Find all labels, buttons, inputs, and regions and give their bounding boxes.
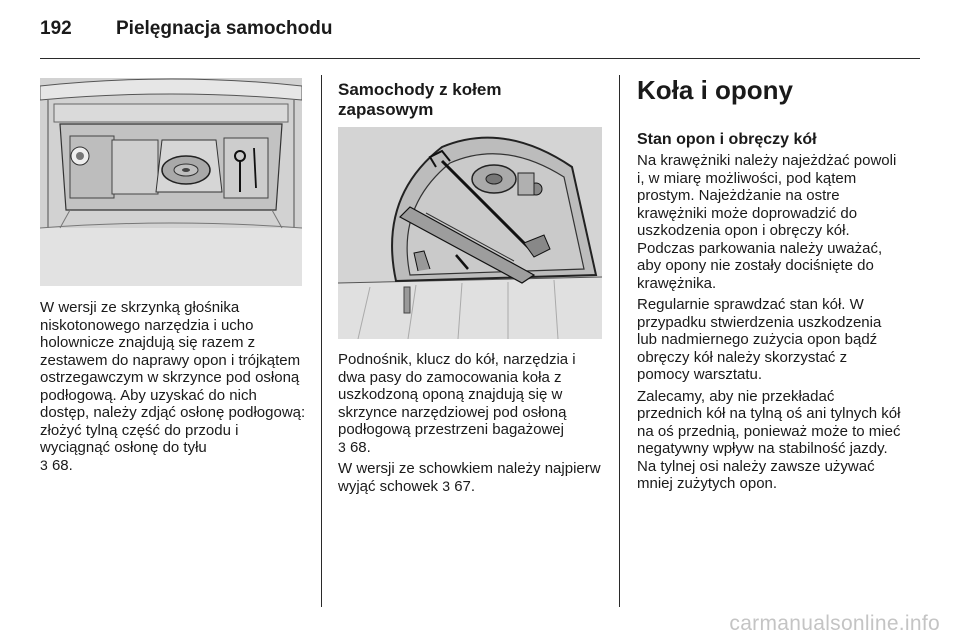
header-rule: [40, 58, 920, 59]
page-number: 192: [40, 18, 72, 39]
right-column: [637, 152, 902, 497]
ref-arrow-icon: 3: [40, 456, 48, 473]
jack-location-text: Podnośnik, klucz do kół, narzędzia i dwa pasy do zamocowania koła z uszkodzoną oponą znajdują się w skrzynce narzędziowej pod osłoną podłogową przestrzeni bagażowej: [338, 351, 576, 438]
middle-column: [338, 351, 602, 499]
inspection-paragraph: Regularnie sprawdzać stan kół. W przypadku stwierdzenia uszkodzenia lub nadmiernego zużycia opon bądź obręczy kół należy skorzystać z pomocy warsztatu.: [637, 296, 882, 383]
left-column: [40, 299, 306, 478]
watermark: carmanualsonline.info: [729, 612, 940, 635]
column-divider-right: [619, 75, 620, 607]
column-divider-left: [321, 75, 322, 607]
storage-tray-paragraph: [338, 460, 602, 495]
page-reference: 68.: [349, 438, 371, 456]
speaker-version-text: W wersji ze skrzynką głośnika niskotonowego narzędzia i ucho holownicze znajdują się razem z zestawem do naprawy opon i trójkątem ostrzegawczym w skrzynce pod osłoną podłogową. Aby uzyskać do nich dostęp, należy zdjąć osłonę podłogową: złożyć tylną część do przodu i wyciągnąć osłonę do tyłu: [40, 299, 306, 456]
ref-arrow-icon: 3: [338, 438, 346, 455]
wheels-tyres-heading: Koła i opony: [637, 75, 793, 105]
curbs-paragraph: Na krawężniki należy najeżdżać powoli i, w miarę możliwości, pod kątem prostym. Najeżdżanie na ostre krawężniki może doprowadzić do uszkodzenia opon i obręczy kół. Podczas parkowania należy uważać, aby opony nie zostały dociśnięte do krawężnika.: [637, 152, 897, 292]
jack-location-paragraph: [338, 351, 602, 456]
figure-trunk-speaker-tools: [40, 78, 302, 286]
page-reference: 67.: [454, 477, 476, 495]
rotation-paragraph: Zalecamy, aby nie przekładać przednich kół na tylną oś ani tylnych kół na oś przednią, ponieważ może to mieć negatywny wpływ na stabilność jazdy. Na tylnej osi należy zawsze używać mniej zużytych opon.: [637, 387, 901, 492]
speaker-version-paragraph: [40, 299, 306, 474]
spare-wheel-illustration: [338, 127, 602, 339]
figure-spare-wheel-jack: [338, 127, 602, 339]
ref-arrow-icon: 3: [442, 477, 451, 494]
page-reference: 68.: [51, 456, 73, 474]
spare-wheel-heading: Samochody z kołem zapasowym: [338, 80, 502, 119]
page-title: Pielęgnacja samochodu: [116, 18, 333, 39]
trunk-illustration: [40, 78, 302, 286]
storage-tray-text: W wersji ze schowkiem należy najpierw wyjąć schowek: [338, 460, 601, 495]
tyre-condition-subheading: Stan opon i obręczy kół: [637, 131, 817, 148]
